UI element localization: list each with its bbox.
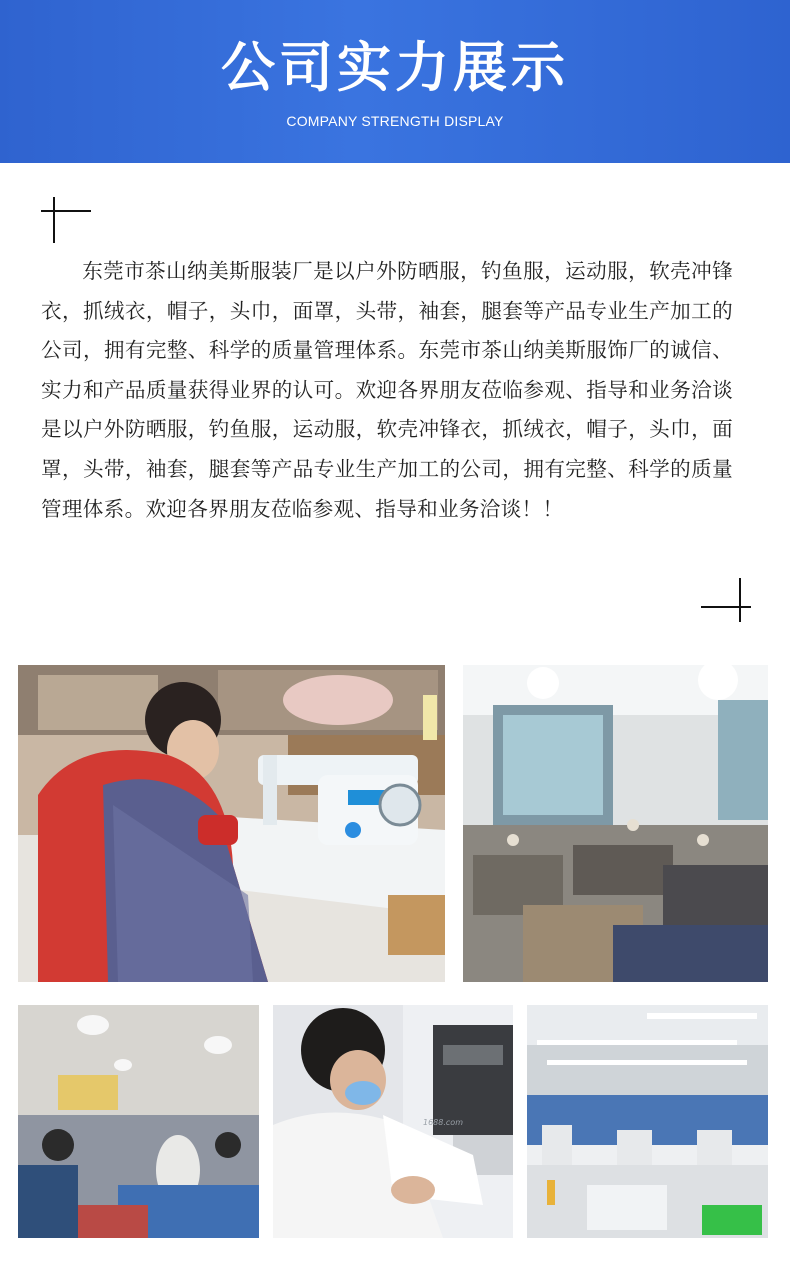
page-title: 公司实力展示 (221, 36, 569, 99)
photo-worker-sewing-machine (18, 665, 445, 982)
company-intro-text: 东莞市茶山纳美斯服装厂是以户外防晒服，钓鱼服，运动服，软壳冲锋衣，抓绒衣，帽子，头巾，面罩，头带，袖套，腿套等产品专业生产加工的公司，拥有完整、科学的质量管理体系。东莞市茶山纳美斯服饰厂的诚信、实力和产品质量获得业界的认可。欢迎各界朋友莅临参观、指导和业务洽谈是以户外防晒服，钓鱼服，运动服，软壳冲锋衣，抓绒衣，帽子，头巾，面罩，头带，袖套，腿套等产品专业生产加工的公司，拥有完整、科学的质量管理体系。欢迎各界朋友莅临参观、指导和业务洽谈！！ (41, 259, 733, 521)
page-subtitle: COMPANY STRENGTH DISPLAY (286, 113, 504, 129)
corner-mark-top-left (41, 197, 91, 243)
photo-workshop-lamps (18, 1005, 259, 1238)
photo-production-line (527, 1005, 768, 1238)
corner-mark-bottom-right (701, 578, 751, 622)
photo-worker-closeup (273, 1005, 513, 1238)
photo-watermark: 1688.com (423, 1118, 463, 1127)
photo-workshop-overview (463, 665, 768, 982)
header-banner (0, 0, 790, 163)
